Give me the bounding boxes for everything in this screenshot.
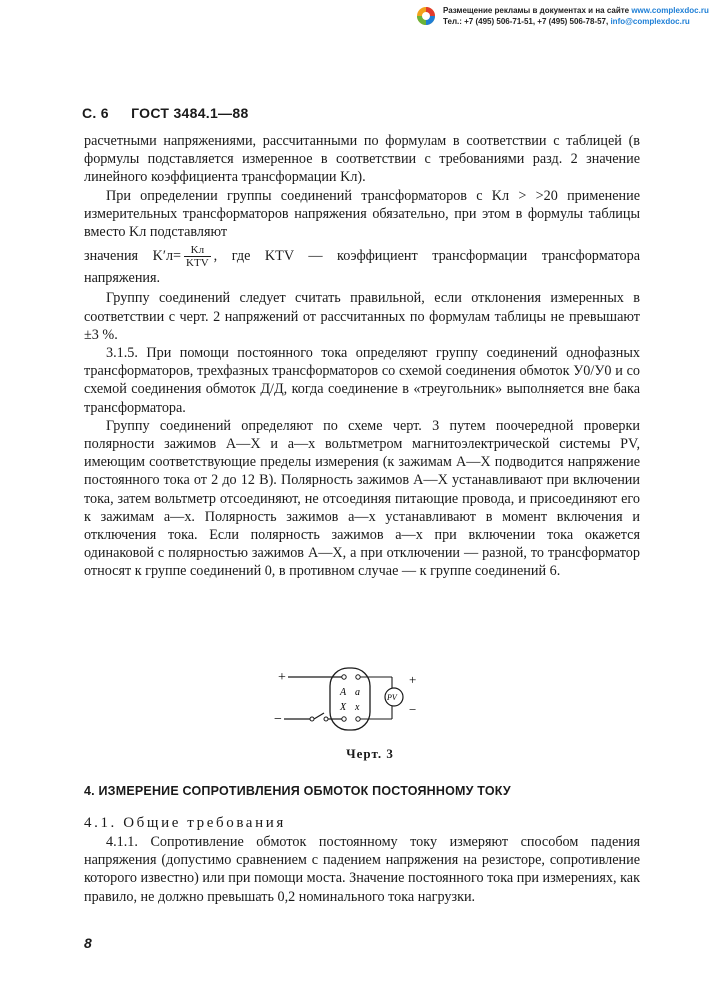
site-link[interactable]: www.complexdoc.ru bbox=[631, 6, 709, 15]
ad-banner bbox=[416, 4, 708, 32]
email-link[interactable]: info@complexdoc.ru bbox=[610, 17, 690, 26]
terminal-A bbox=[342, 675, 346, 679]
switch-contact-2 bbox=[324, 717, 328, 721]
paragraph-4: 3.1.5. При помощи постоянного тока определяют группу соединений однофазных трансформаторов, трехфазных трансформаторов со схемой соединения обмоток У0/У0 и со схемой соединения обмоток Д/Д, когда соединение в «треугольник» выполняется вне бака трансформатора. bbox=[84, 345, 640, 416]
page-label: С. 6 bbox=[82, 105, 109, 121]
switch-contact-1 bbox=[310, 717, 314, 721]
standard-title: ГОСТ 3484.1—88 bbox=[131, 105, 249, 121]
figure-caption: Черт. 3 bbox=[346, 746, 394, 761]
body-text bbox=[84, 132, 640, 581]
formula-numerator: Kл bbox=[184, 244, 211, 257]
section-subtitle: 4.1. Общие требования bbox=[84, 815, 286, 831]
right-minus: − bbox=[409, 702, 417, 717]
terminal-X bbox=[342, 717, 346, 721]
terminal-x bbox=[356, 717, 360, 721]
left-plus: + bbox=[278, 670, 286, 685]
label-a: a bbox=[355, 687, 360, 698]
formula-denominator: KTV bbox=[186, 257, 209, 270]
label-A: A bbox=[340, 687, 347, 698]
right-plus: + bbox=[409, 672, 417, 687]
left-minus: − bbox=[274, 712, 282, 727]
section-title: 4. ИЗМЕРЕНИЕ СОПРОТИВЛЕНИЯ ОБМОТОК ПОСТОЯННОМУ ТОКУ bbox=[84, 784, 511, 798]
formula-prefix: значения K′л= bbox=[84, 247, 182, 264]
formula-suffix: , где KTV — коэффициент трансформации трансформатора напряжения. bbox=[84, 247, 640, 287]
banner-text bbox=[443, 5, 709, 27]
circuit-diagram bbox=[272, 664, 442, 744]
paragraph-2-formula bbox=[84, 244, 640, 287]
section-body bbox=[84, 833, 640, 906]
formula-fraction bbox=[184, 244, 211, 269]
paragraph-3: Группу соединений следует считать правильной, если отклонения измеренных в соответствии с черт. 2 напряжений от рассчитанных по формулам таблицы не превышают ±3 %. bbox=[84, 290, 640, 343]
paragraph-1: расчетными напряжениями, рассчитанными по формулам в соответствии с таблицей (в формулы подставляется измеренное в соответствии с требованиями разд. 2 значение линейного коэффициента трансформации Kл). bbox=[84, 133, 640, 186]
section-paragraph-1: 4.1.1. Сопротивление обмоток постоянному току измеряют способом падения напряжения (допустимо сравнением с падением напряжения на резисторе, сопротивление которого известно) или при помощи моста. Значение постоянного тока при измерениях, как правило, не должно превышать 0,2 номинального тока нагрузки. bbox=[84, 834, 640, 905]
label-x: x bbox=[355, 702, 360, 713]
complexdoc-logo-icon bbox=[416, 6, 436, 26]
page-header bbox=[82, 105, 249, 121]
label-X: X bbox=[340, 702, 347, 713]
paragraph-2: При определении группы соединений трансформаторов с Kл > >20 применение измерительных трансформаторов напряжения обязательно, при этом в формулы таблицы вместо Kл подставляют bbox=[84, 187, 640, 241]
terminal-a bbox=[356, 675, 360, 679]
page-number: 8 bbox=[84, 935, 92, 951]
switch-blade bbox=[314, 713, 324, 719]
banner-line1: Размещение рекламы в документах и на сайте bbox=[443, 6, 632, 15]
paragraph-5: Группу соединений определяют по схеме черт. 3 путем поочередной проверки полярности зажимов А—Х и а—х вольтметром магнитоэлектрической системы PV, имеющим соответствующие пределы измерения (к зажимам А—Х подводится напряжение постоянного тока от 2 до 12 В). Полярность зажимов А—Х устанавливают при включении тока, затем вольтметр отсоединяют, не отсоединяя питающие провода, и присоединяют его к зажимам а—х. Полярность зажимов а—х устанавливают в момент включения и отключения тока. Если полярность зажимов а—х при включении тока окажется одинаковой с полярностью зажимов А—Х, а при отключении — разной, то трансформатор относят к группе соединений 0, в противном случае — к группе соединений 6. bbox=[84, 417, 640, 580]
voltmeter-label: PV bbox=[387, 693, 397, 702]
banner-line2: Тел.: +7 (495) 506-71-51, +7 (495) 506-78-57, bbox=[443, 17, 611, 26]
